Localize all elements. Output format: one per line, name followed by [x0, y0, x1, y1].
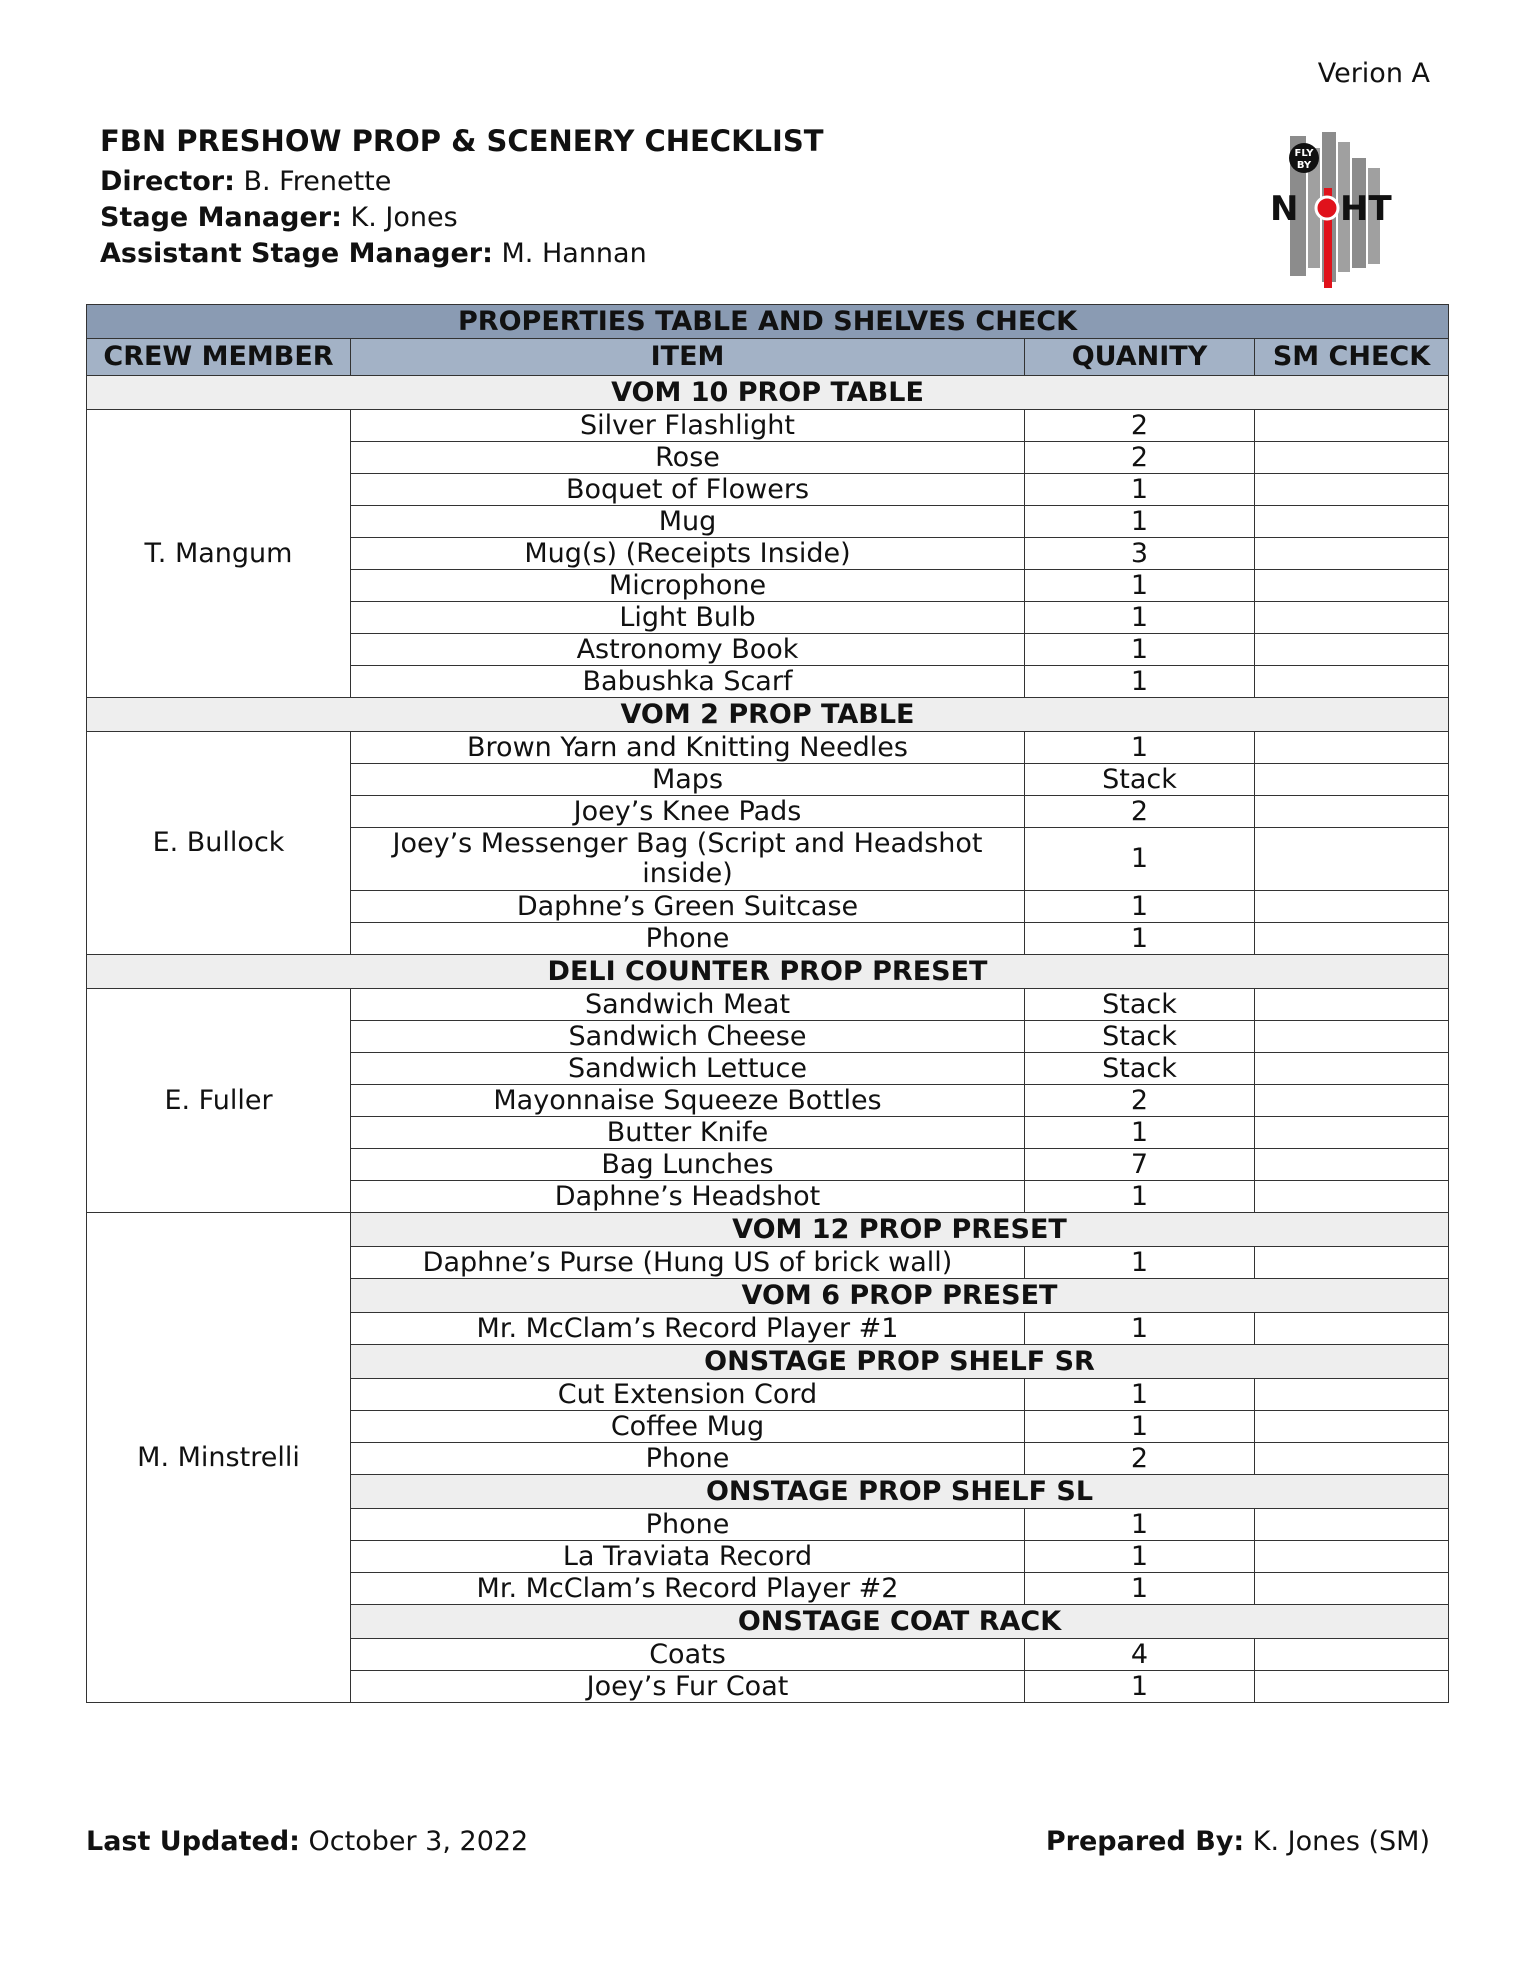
sm-check-cell[interactable] [1255, 1411, 1449, 1443]
asm-name: M. Hannan [501, 238, 647, 269]
item-cell: Bag Lunches [351, 1149, 1025, 1181]
item-cell: Joey’s Messenger Bag (Script and Headshot inside) [351, 828, 1025, 891]
quantity-cell: Stack [1025, 764, 1255, 796]
section-header: VOM 12 PROP PRESET [351, 1213, 1449, 1247]
crew-member-cell: M. Minstrelli [87, 1213, 351, 1703]
director-line [100, 164, 824, 200]
item-cell: Phone [351, 1509, 1025, 1541]
sm-check-cell[interactable] [1255, 732, 1449, 764]
quantity-cell: 2 [1025, 1085, 1255, 1117]
sm-check-cell[interactable] [1255, 1313, 1449, 1345]
quantity-cell: 1 [1025, 570, 1255, 602]
quantity-cell: 3 [1025, 538, 1255, 570]
quantity-cell: 1 [1025, 828, 1255, 891]
version-label: Verion A [1317, 58, 1430, 89]
item-cell: Coffee Mug [351, 1411, 1025, 1443]
sm-check-cell[interactable] [1255, 506, 1449, 538]
item-cell: Sandwich Meat [351, 989, 1025, 1021]
prepared-by-label: Prepared By: [1045, 1826, 1245, 1857]
quantity-cell: 1 [1025, 1573, 1255, 1605]
stage-manager-line [100, 200, 824, 236]
prepared-by [1046, 1826, 1430, 1857]
table-row [87, 410, 1449, 442]
item-cell: Mug [351, 506, 1025, 538]
table-row [87, 989, 1449, 1021]
crew-member-cell: E. Fuller [87, 989, 351, 1213]
column-header-quantity: QUANITY [1025, 339, 1255, 376]
sm-check-cell[interactable] [1255, 923, 1449, 955]
item-cell: Phone [351, 923, 1025, 955]
quantity-cell: 1 [1025, 923, 1255, 955]
item-cell: Mug(s) (Receipts Inside) [351, 538, 1025, 570]
quantity-cell: 1 [1025, 1247, 1255, 1279]
item-cell: Butter Knife [351, 1117, 1025, 1149]
item-cell: Microphone [351, 570, 1025, 602]
item-cell: Light Bulb [351, 602, 1025, 634]
quantity-cell: 1 [1025, 1541, 1255, 1573]
sm-check-cell[interactable] [1255, 1053, 1449, 1085]
item-cell: Coats [351, 1639, 1025, 1671]
sm-check-cell[interactable] [1255, 666, 1449, 698]
section-header: DELI COUNTER PROP PRESET [87, 955, 1449, 989]
sm-check-cell[interactable] [1255, 1149, 1449, 1181]
quantity-cell: 2 [1025, 410, 1255, 442]
sm-check-cell[interactable] [1255, 1639, 1449, 1671]
sm-check-cell[interactable] [1255, 891, 1449, 923]
quantity-cell: 1 [1025, 732, 1255, 764]
item-cell: Joey’s Fur Coat [351, 1671, 1025, 1703]
stage-manager-label: Stage Manager: [100, 202, 342, 233]
sm-check-cell[interactable] [1255, 764, 1449, 796]
sm-check-cell[interactable] [1255, 474, 1449, 506]
section-header: ONSTAGE PROP SHELF SL [351, 1475, 1449, 1509]
director-label: Director: [100, 166, 235, 197]
section-header: VOM 10 PROP TABLE [87, 376, 1449, 410]
sm-check-cell[interactable] [1255, 828, 1449, 891]
sm-check-cell[interactable] [1255, 570, 1449, 602]
sm-check-cell[interactable] [1255, 1085, 1449, 1117]
sm-check-cell[interactable] [1255, 442, 1449, 474]
sm-check-cell[interactable] [1255, 1573, 1449, 1605]
last-updated-date: October 3, 2022 [308, 1826, 529, 1857]
quantity-cell: 1 [1025, 1181, 1255, 1213]
sm-check-cell[interactable] [1255, 989, 1449, 1021]
item-cell: Mayonnaise Squeeze Bottles [351, 1085, 1025, 1117]
item-cell: Maps [351, 764, 1025, 796]
item-cell: Rose [351, 442, 1025, 474]
page-title: FBN PRESHOW PROP & SCENERY CHECKLIST [100, 124, 824, 158]
quantity-cell: 1 [1025, 666, 1255, 698]
section-header: VOM 2 PROP TABLE [87, 698, 1449, 732]
quantity-cell: 1 [1025, 474, 1255, 506]
section-header: ONSTAGE COAT RACK [351, 1605, 1449, 1639]
crew-member-cell: T. Mangum [87, 410, 351, 698]
item-cell: Daphne’s Purse (Hung US of brick wall) [351, 1247, 1025, 1279]
item-cell: Brown Yarn and Knitting Needles [351, 732, 1025, 764]
quantity-cell: 2 [1025, 1443, 1255, 1475]
item-cell: Daphne’s Green Suitcase [351, 891, 1025, 923]
svg-text:N: N [1270, 189, 1299, 229]
asm-label: Assistant Stage Manager: [100, 238, 493, 269]
sm-check-cell[interactable] [1255, 1671, 1449, 1703]
item-cell: La Traviata Record [351, 1541, 1025, 1573]
quantity-cell: Stack [1025, 1053, 1255, 1085]
table-banner: PROPERTIES TABLE AND SHELVES CHECK [87, 305, 1449, 339]
quantity-cell: Stack [1025, 1021, 1255, 1053]
item-cell: Phone [351, 1443, 1025, 1475]
sm-check-cell[interactable] [1255, 1541, 1449, 1573]
item-cell: Astronomy Book [351, 634, 1025, 666]
column-header-item: ITEM [351, 339, 1025, 376]
quantity-cell: 1 [1025, 602, 1255, 634]
quantity-cell: 1 [1025, 1671, 1255, 1703]
item-cell: Silver Flashlight [351, 410, 1025, 442]
quantity-cell: 7 [1025, 1149, 1255, 1181]
section-row [87, 1213, 1449, 1247]
section-row [87, 955, 1449, 989]
section-header: ONSTAGE PROP SHELF SR [351, 1345, 1449, 1379]
item-cell: Sandwich Lettuce [351, 1053, 1025, 1085]
quantity-cell: 1 [1025, 1411, 1255, 1443]
quantity-cell: 1 [1025, 891, 1255, 923]
column-header-crew: CREW MEMBER [87, 339, 351, 376]
stage-manager-name: K. Jones [350, 202, 458, 233]
table-row [87, 732, 1449, 764]
item-cell: Mr. McClam’s Record Player #1 [351, 1313, 1025, 1345]
quantity-cell: 1 [1025, 1313, 1255, 1345]
last-updated-label: Last Updated: [86, 1826, 300, 1857]
last-updated [86, 1826, 528, 1857]
item-cell: Daphne’s Headshot [351, 1181, 1025, 1213]
sm-check-cell[interactable] [1255, 634, 1449, 666]
asm-line [100, 236, 824, 272]
section-header: VOM 6 PROP PRESET [351, 1279, 1449, 1313]
quantity-cell: 1 [1025, 634, 1255, 666]
quantity-cell: 2 [1025, 442, 1255, 474]
properties-checklist-table [86, 304, 1449, 1703]
sm-check-cell[interactable] [1255, 1509, 1449, 1541]
svg-text:BY: BY [1296, 160, 1312, 171]
director-name: B. Frenette [243, 166, 392, 197]
sm-check-cell[interactable] [1255, 796, 1449, 828]
column-header-sm-check: SM CHECK [1255, 339, 1449, 376]
sm-check-cell[interactable] [1255, 538, 1449, 570]
prepared-by-name: K. Jones (SM) [1252, 1826, 1430, 1857]
sm-check-cell[interactable] [1255, 1379, 1449, 1411]
section-row [87, 698, 1449, 732]
item-cell: Joey’s Knee Pads [351, 796, 1025, 828]
quantity-cell: 4 [1025, 1639, 1255, 1671]
quantity-cell: 1 [1025, 1509, 1255, 1541]
sm-check-cell[interactable] [1255, 1021, 1449, 1053]
quantity-cell: Stack [1025, 989, 1255, 1021]
sm-check-cell[interactable] [1255, 410, 1449, 442]
quantity-cell: 1 [1025, 1117, 1255, 1149]
item-cell: Cut Extension Cord [351, 1379, 1025, 1411]
quantity-cell: 2 [1025, 796, 1255, 828]
item-cell: Mr. McClam’s Record Player #2 [351, 1573, 1025, 1605]
item-cell: Babushka Scarf [351, 666, 1025, 698]
quantity-cell: 1 [1025, 506, 1255, 538]
sm-check-cell[interactable] [1255, 1247, 1449, 1279]
document-header [100, 124, 824, 272]
sm-check-cell[interactable] [1255, 1181, 1449, 1213]
svg-text:FLY: FLY [1294, 148, 1314, 159]
sm-check-cell[interactable] [1255, 1443, 1449, 1475]
sm-check-cell[interactable] [1255, 1117, 1449, 1149]
section-row [87, 376, 1449, 410]
item-cell: Sandwich Cheese [351, 1021, 1025, 1053]
sm-check-cell[interactable] [1255, 602, 1449, 634]
item-cell: Boquet of Flowers [351, 474, 1025, 506]
quantity-cell: 1 [1025, 1379, 1255, 1411]
fly-by-night-logo [1270, 128, 1400, 288]
svg-text:HT: HT [1340, 189, 1392, 229]
crew-member-cell: E. Bullock [87, 732, 351, 955]
